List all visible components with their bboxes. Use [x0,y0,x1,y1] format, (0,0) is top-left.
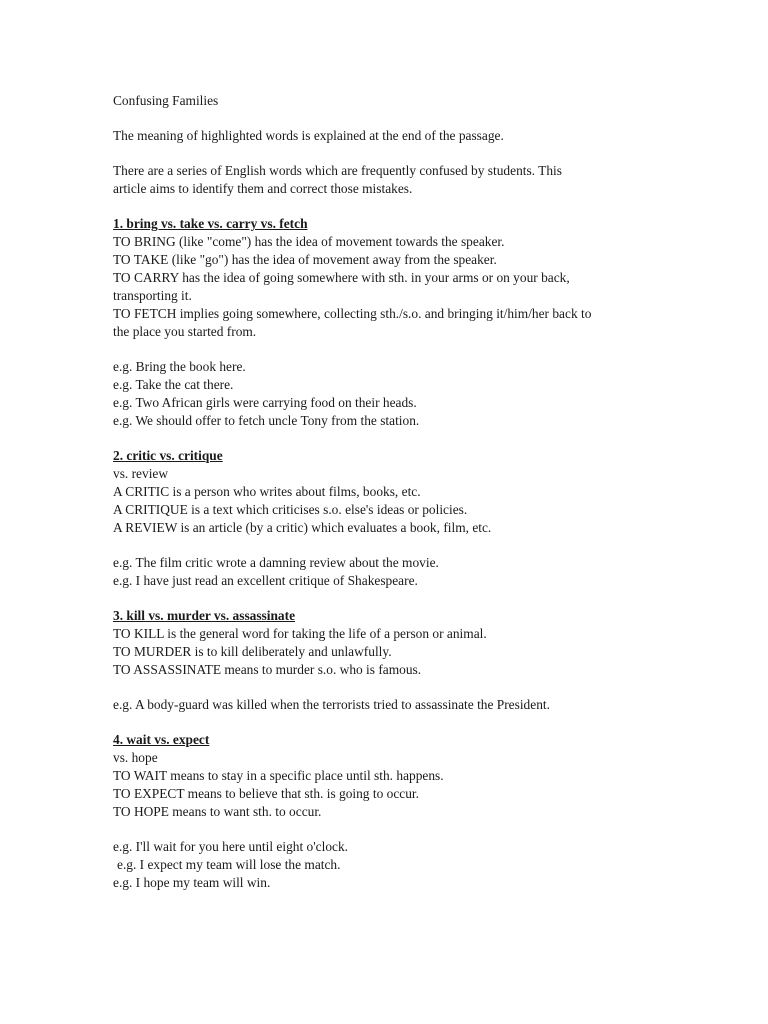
example-line: e.g. I expect my team will lose the match. [117,857,341,872]
definition-line: TO FETCH implies going somewhere, collecting sth./s.o. and bringing it/him/her back to [113,306,592,321]
intro-line: article aims to identify them and correct those mistakes. [113,181,413,196]
definition-line: A CRITIQUE is a text which criticises s.o. else's ideas or policies. [113,502,468,517]
intro-line: There are a series of English words which are frequently confused by students. This [113,163,562,178]
definition-line: TO WAIT means to stay in a specific place until sth. happens. [113,768,444,783]
definition-line: TO KILL is the general word for taking the life of a person or animal. [113,626,487,641]
definition-line: A CRITIC is a person who writes about films, books, etc. [113,484,421,499]
example-line: e.g. Two African girls were carrying food on their heads. [113,395,417,410]
section-heading: 1. bring vs. take vs. carry vs. fetch [113,216,308,231]
definition-line: transporting it. [113,288,192,303]
example-line: e.g. Take the cat there. [113,377,234,392]
section-heading: 2. critic vs. critique [113,448,223,463]
example-line: e.g. I have just read an excellent critique of Shakespeare. [113,573,418,588]
highlight-note: The meaning of highlighted words is explained at the end of the passage. [113,128,504,143]
document-page [113,92,673,892]
definition-line: TO TAKE (like "go") has the idea of movement away from the speaker. [113,252,497,267]
definition-line: A REVIEW is an article (by a critic) which evaluates a book, film, etc. [113,520,492,535]
definition-line: vs. review [113,466,169,481]
example-line: e.g. I'll wait for you here until eight o'clock. [113,839,349,854]
definition-line: vs. hope [113,750,158,765]
section-heading: 3. kill vs. murder vs. assassinate [113,608,296,623]
example-line: e.g. Bring the book here. [113,359,246,374]
definition-line: TO ASSASSINATE means to murder s.o. who is famous. [113,662,422,677]
definition-line: TO CARRY has the idea of going somewhere with sth. in your arms or on your back, [113,270,570,285]
example-line: e.g. We should offer to fetch uncle Tony from the station. [113,413,420,428]
definition-line: TO HOPE means to want sth. to occur. [113,804,322,819]
section-heading: 4. wait vs. expect [113,732,210,747]
definition-line: TO BRING (like "come") has the idea of movement towards the speaker. [113,234,505,249]
definition-line: the place you started from. [113,324,257,339]
definition-line: TO MURDER is to kill deliberately and unlawfully. [113,644,392,659]
document-title: Confusing Families [113,93,219,108]
definition-line: TO EXPECT means to believe that sth. is going to occur. [113,786,419,801]
example-line: e.g. A body-guard was killed when the terrorists tried to assassinate the President. [113,697,550,712]
example-line: e.g. I hope my team will win. [113,875,271,890]
example-line: e.g. The film critic wrote a damning review about the movie. [113,555,439,570]
